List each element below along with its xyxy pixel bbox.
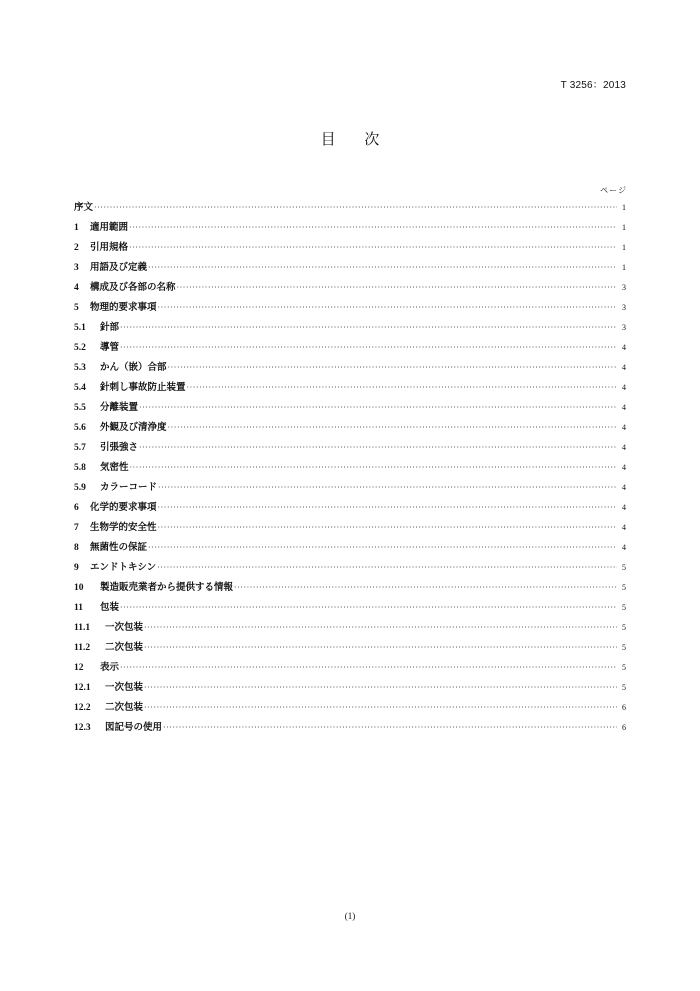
- toc-entry-label: 化学的要求事項: [90, 502, 157, 513]
- toc-entry-page: 5: [622, 643, 626, 652]
- toc-entry-page: 5: [622, 663, 626, 672]
- toc-entry-page: 5: [622, 623, 626, 632]
- toc-entry[interactable]: [74, 598, 626, 618]
- toc-entry-label: 外観及び清浄度: [100, 422, 167, 433]
- toc-entry[interactable]: [74, 318, 626, 338]
- toc-entry-page: 4: [622, 343, 626, 352]
- toc-leader-dots: [94, 198, 617, 218]
- toc-leader-dots: [129, 238, 617, 258]
- toc-entry[interactable]: [74, 418, 626, 438]
- toc-entry[interactable]: [74, 238, 626, 258]
- toc-entry-label: 構成及び各部の名称: [90, 282, 176, 293]
- toc-leader-dots: [120, 658, 617, 678]
- toc-entry-label: 製造販売業者から提供する情報: [100, 582, 234, 593]
- toc-entry-label: 二次包装: [105, 642, 144, 653]
- toc-entry-label: 序文: [74, 202, 94, 213]
- toc-entry-number: 11: [74, 603, 83, 613]
- toc-entry-page: 5: [622, 603, 626, 612]
- toc-entry[interactable]: [74, 478, 626, 498]
- toc-leader-dots: [168, 418, 617, 438]
- toc-entry[interactable]: [74, 438, 626, 458]
- toc-entry[interactable]: [74, 678, 626, 698]
- toc-entry-number: 5.9: [74, 483, 86, 493]
- table-of-contents: [74, 198, 626, 738]
- toc-leader-dots: [129, 218, 617, 238]
- toc-entry-number: 12.1: [74, 683, 91, 693]
- toc-entry-label: 適用範囲: [90, 222, 129, 233]
- toc-entry-page: 4: [622, 543, 626, 552]
- toc-entry-number: 4: [74, 283, 79, 293]
- toc-entry[interactable]: [74, 558, 626, 578]
- toc-entry[interactable]: [74, 498, 626, 518]
- toc-entry-number: 12: [74, 663, 84, 673]
- toc-entry[interactable]: [74, 698, 626, 718]
- toc-leader-dots: [139, 398, 617, 418]
- toc-entry-page: 5: [622, 563, 626, 572]
- toc-entry[interactable]: [74, 518, 626, 538]
- toc-entry-number: 7: [74, 523, 79, 533]
- toc-entry[interactable]: [74, 338, 626, 358]
- toc-entry-label: かん（嵌）合部: [100, 362, 167, 373]
- toc-entry-page: 6: [622, 723, 626, 732]
- toc-entry-page: 1: [622, 243, 626, 252]
- page-column-label: ページ: [600, 186, 627, 195]
- toc-leader-dots: [148, 258, 617, 278]
- toc-entry-page: 4: [622, 363, 626, 372]
- toc-entry-label: 生物学的安全性: [90, 522, 157, 533]
- toc-entry[interactable]: [74, 658, 626, 678]
- toc-entry-number: 10: [74, 583, 84, 593]
- toc-entry-page: 1: [622, 263, 626, 272]
- toc-entry-label: 針部: [100, 322, 120, 333]
- toc-entry-page: 4: [622, 383, 626, 392]
- toc-entry-page: 3: [622, 323, 626, 332]
- toc-leader-dots: [144, 638, 617, 658]
- toc-entry-number: 3: [74, 263, 79, 273]
- toc-entry[interactable]: [74, 358, 626, 378]
- toc-entry[interactable]: [74, 538, 626, 558]
- toc-entry-page: 4: [622, 423, 626, 432]
- toc-leader-dots: [157, 558, 617, 578]
- toc-entry-page: 4: [622, 443, 626, 452]
- toc-entry-label: 包装: [100, 602, 120, 613]
- toc-leader-dots: [148, 538, 617, 558]
- toc-entry-page: 4: [622, 483, 626, 492]
- toc-entry[interactable]: [74, 378, 626, 398]
- toc-entry-label: エンドトキシン: [90, 562, 157, 573]
- toc-entry-label: 針刺し事故防止装置: [100, 382, 186, 393]
- toc-entry-page: 1: [622, 203, 626, 212]
- toc-leader-dots: [144, 678, 617, 698]
- toc-leader-dots: [120, 338, 617, 358]
- toc-leader-dots: [168, 358, 617, 378]
- toc-entry-label: 分離装置: [100, 402, 139, 413]
- toc-leader-dots: [234, 578, 617, 598]
- toc-leader-dots: [158, 478, 617, 498]
- toc-entry-label: 表示: [100, 662, 120, 673]
- toc-entry[interactable]: [74, 398, 626, 418]
- toc-entry[interactable]: [74, 638, 626, 658]
- toc-entry-label: 気密性: [100, 462, 129, 473]
- toc-leader-dots: [163, 718, 617, 738]
- toc-entry[interactable]: [74, 258, 626, 278]
- toc-title: 目 次: [320, 130, 392, 148]
- toc-leader-dots: [120, 598, 617, 618]
- toc-entry-page: 6: [622, 703, 626, 712]
- toc-entry[interactable]: [74, 218, 626, 238]
- document-number: T 3256：2013: [560, 80, 626, 91]
- toc-entry-page: 4: [622, 523, 626, 532]
- toc-entry-number: 1: [74, 223, 79, 233]
- toc-leader-dots: [158, 518, 617, 538]
- toc-leader-dots: [139, 438, 617, 458]
- toc-entry-label: カラーコード: [100, 482, 158, 493]
- toc-entry-number: 8: [74, 543, 79, 553]
- toc-entry[interactable]: [74, 278, 626, 298]
- toc-entry-label: 無菌性の保証: [90, 542, 148, 553]
- page-footer-number: (1): [344, 911, 356, 921]
- toc-entry-page: 3: [622, 303, 626, 312]
- toc-entry-number: 5.3: [74, 363, 86, 373]
- toc-entry-label: 二次包装: [105, 702, 144, 713]
- toc-entry-label: 図記号の使用: [105, 722, 163, 733]
- toc-leader-dots: [144, 698, 617, 718]
- toc-entry-number: 5.1: [74, 323, 86, 333]
- toc-entry[interactable]: [74, 458, 626, 478]
- toc-entry-label: 引用規格: [90, 242, 129, 253]
- toc-leader-dots: [120, 318, 617, 338]
- toc-entry-page: 5: [622, 683, 626, 692]
- toc-entry-label: 物理的要求事項: [90, 302, 157, 313]
- toc-entry-label: 導管: [100, 342, 120, 353]
- toc-entry-number: 5.2: [74, 343, 86, 353]
- toc-entry-page: 5: [622, 583, 626, 592]
- toc-leader-dots: [158, 498, 617, 518]
- toc-entry-page: 4: [622, 463, 626, 472]
- toc-entry-number: 9: [74, 563, 79, 573]
- toc-entry-number: 5.4: [74, 383, 86, 393]
- toc-entry-number: 5: [74, 303, 79, 313]
- toc-entry[interactable]: [74, 198, 626, 218]
- toc-entry-number: 2: [74, 243, 79, 253]
- toc-entry-number: 12.2: [74, 703, 91, 713]
- toc-entry-page: 4: [622, 503, 626, 512]
- toc-entry[interactable]: [74, 298, 626, 318]
- toc-entry-number: 12.3: [74, 723, 91, 733]
- toc-entry[interactable]: [74, 718, 626, 738]
- toc-entry-number: 5.6: [74, 423, 86, 433]
- toc-entry-page: 4: [622, 403, 626, 412]
- toc-entry-number: 5.7: [74, 443, 86, 453]
- toc-leader-dots: [144, 618, 617, 638]
- toc-entry-number: 11.1: [74, 623, 91, 633]
- toc-entry[interactable]: [74, 618, 626, 638]
- toc-entry-number: 5.5: [74, 403, 86, 413]
- toc-entry-page: 1: [622, 223, 626, 232]
- toc-entry-page: 3: [622, 283, 626, 292]
- toc-entry-label: 引張強さ: [100, 442, 139, 453]
- toc-entry[interactable]: [74, 578, 626, 598]
- toc-leader-dots: [130, 458, 617, 478]
- toc-entry-label: 一次包装: [105, 682, 144, 693]
- toc-entry-number: 5.8: [74, 463, 86, 473]
- toc-entry-number: 6: [74, 503, 79, 513]
- toc-entry-label: 一次包装: [105, 622, 144, 633]
- toc-entry-number: 11.2: [74, 643, 91, 653]
- toc-entry-label: 用語及び定義: [90, 262, 148, 273]
- toc-leader-dots: [187, 378, 617, 398]
- toc-leader-dots: [177, 278, 617, 298]
- toc-leader-dots: [158, 298, 617, 318]
